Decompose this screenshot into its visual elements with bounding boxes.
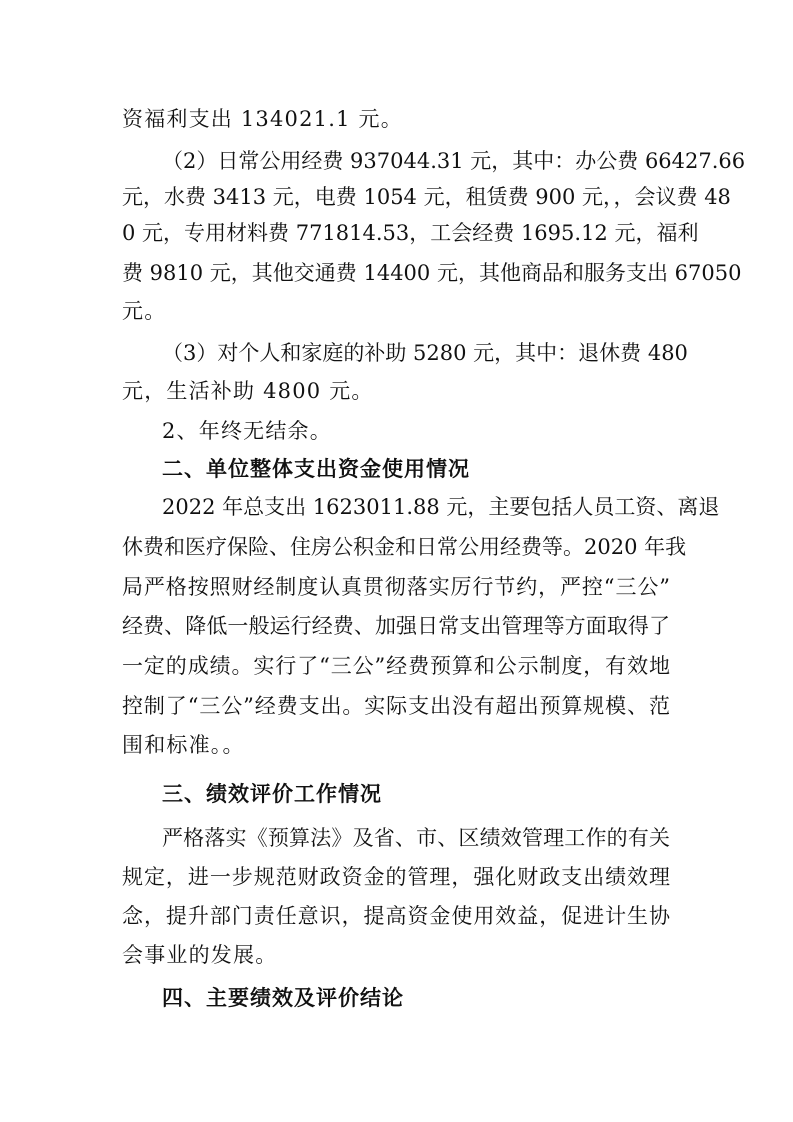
section-heading-2: 二、单位整体支出资金使用情况 <box>162 457 470 481</box>
paragraph-line: 一定的成绩。实行了“三公”经费预算和公示制度，有效地 <box>122 654 670 678</box>
paragraph-line: （3）对个人和家庭的补助 5280 元，其中：退休费 480 <box>162 341 688 365</box>
paragraph-line: 费 9810 元，其他交通费 14400 元，其他商品和服务支出 67050 <box>122 261 742 285</box>
paragraph-line: 资福利支出 134021.1 元。 <box>122 107 403 131</box>
paragraph-line: 元，生活补助 4800 元。 <box>122 379 374 403</box>
paragraph-line: 严格落实《预算法》及省、市、区绩效管理工作的有关 <box>162 826 670 850</box>
paragraph-line: 经费、降低一般运行经费、加强日常支出管理等方面取得了 <box>122 614 670 638</box>
paragraph-line: 休费和医疗保险、住房公积金和日常公用经费等。2020 年我 <box>122 535 687 559</box>
paragraph-line: 规定，进一步规范财政资金的管理，强化财政支出绩效理 <box>122 865 670 889</box>
paragraph-line: 局严格按照财经制度认真贯彻落实厉行节约，严控“三公” <box>122 575 670 599</box>
paragraph-line: 2、年终无结余。 <box>162 419 332 443</box>
paragraph-line: 围和标准。。 <box>122 733 245 757</box>
paragraph-line: 元。 <box>122 299 167 323</box>
section-heading-3: 三、绩效评价工作情况 <box>162 782 382 806</box>
paragraph-line: 控制了“三公”经费支出。实际支出没有超出预算规模、范 <box>122 694 670 718</box>
paragraph-line: 念，提升部门责任意识，提高资金使用效益，促进计生协 <box>122 904 670 928</box>
paragraph-line: 会事业的发展。 <box>122 943 278 967</box>
section-heading-4: 四、主要绩效及评价结论 <box>162 986 404 1010</box>
paragraph-line: （2）日常公用经费 937044.31 元，其中：办公费 66427.66 <box>162 149 746 173</box>
paragraph-line: 0 元，专用材料费 771814.53，工会经费 1695.12 元，福利 <box>122 221 699 245</box>
paragraph-line: 元，水费 3413 元，电费 1054 元，租赁费 900 元，，会议费 48 <box>122 185 731 209</box>
paragraph-line: 2022 年总支出 1623011.88 元，主要包括人员工资、离退 <box>162 495 720 519</box>
